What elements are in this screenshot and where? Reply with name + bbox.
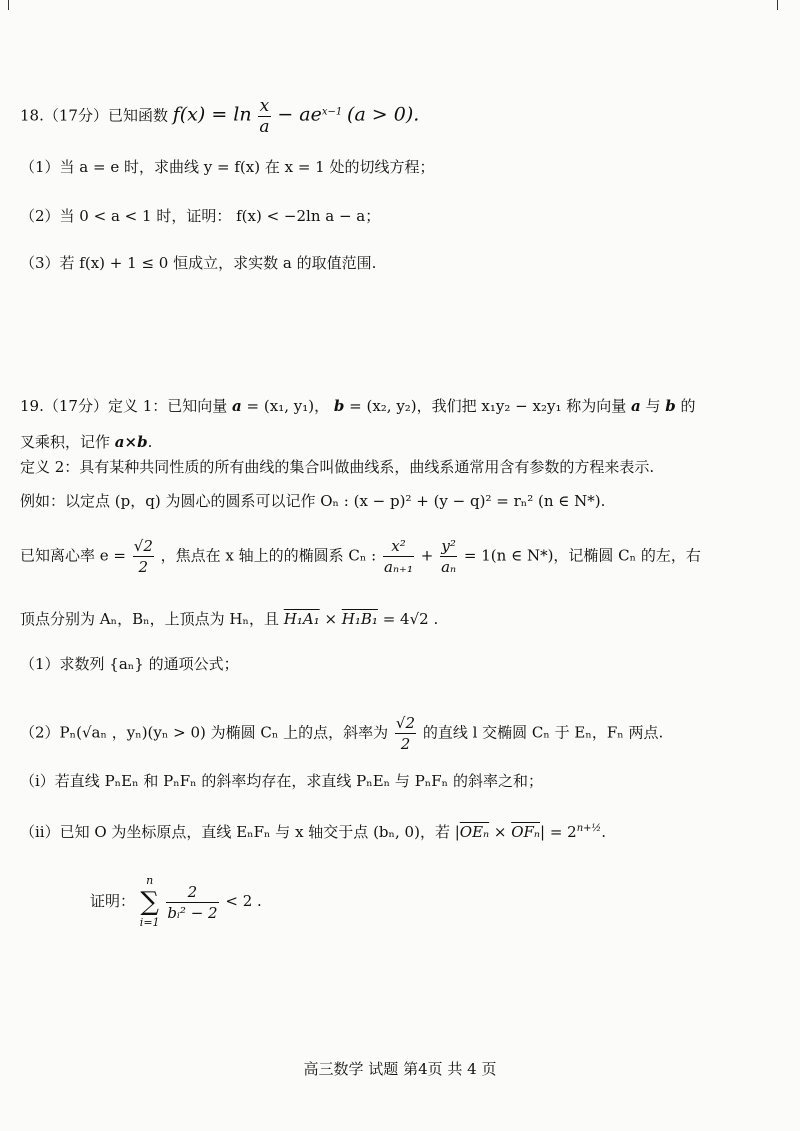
q19-vertex-line xyxy=(20,609,438,629)
q19-vector-ofn: $\overline{OF_n}$ xyxy=(511,823,540,841)
q18-part2: （2）当 0 < a < 1 时，证明： f(x) < −2ln a − a； xyxy=(20,207,381,225)
q19-sum-upper: n xyxy=(146,874,154,887)
q19-def1-line2-text: 叉乘积，记作 xyxy=(20,433,115,451)
q19-ecc-label: 已知离心率 e = xyxy=(20,546,126,565)
q19-proof-label: 证明： xyxy=(90,892,136,910)
q19-def1-mid2: = (x₂, y₂)，我们把 x₁y₂ − x₂y₁ 称为向量 xyxy=(344,397,631,415)
q19-vertex-eq: = 4√2 . xyxy=(377,610,439,628)
q19-proof xyxy=(90,874,262,930)
q19-part-i: （i）若直线 PₙEₙ 和 PₙFₙ 的斜率均存在，求直线 PₙEₙ 与 PₙFₙ 的斜率之和； xyxy=(20,772,543,790)
q19-sum-sigma: ∑ xyxy=(140,887,159,917)
q19-eccentricity-line xyxy=(20,536,701,577)
q19-def1-with: 与 xyxy=(640,397,666,415)
q19-title: 19.（17分）定义 1：已知向量 xyxy=(20,397,228,415)
q19-part1: （1）求数列 {aₙ} 的通项公式； xyxy=(20,655,239,673)
q19-ell-den1: aₙ₊₁ xyxy=(384,558,413,576)
q19-vector-h1a1: H₁A₁ xyxy=(283,610,320,628)
q18-header xyxy=(20,96,419,137)
q18-part1: （1）当 a = e 时，求曲线 y = f(x) 在 x = 1 处的切线方程； xyxy=(20,158,435,176)
q19-example: 例如：以定点 (p，q) 为圆心的圆系可以记作 Oₙ : (x − p)² + (y − q)² = rₙ² (n ∈ N*). xyxy=(20,492,606,510)
q19-ell-num2: y² xyxy=(441,537,456,555)
q19-vector-a: a xyxy=(232,397,242,415)
q19-ell-plus: + xyxy=(420,546,434,565)
q19-proof-tail: < 2 . xyxy=(225,892,262,910)
q19-pii-end: . xyxy=(601,823,606,841)
q18-frac-num: x xyxy=(259,96,270,116)
q19-part2 xyxy=(20,713,663,754)
q18-part3: （3）若 f(x) + 1 ≤ 0 恒成立，求实数 a 的取值范围. xyxy=(20,254,377,272)
q19-pii-times: × xyxy=(489,823,512,841)
q18-function-name: f(x) = ln xyxy=(172,103,252,126)
scan-mark-left xyxy=(8,0,9,10)
q19-proof-num: 2 xyxy=(166,882,218,903)
q18-func-cond: (a > 0). xyxy=(347,103,420,126)
q19-pii-exp: n+½ xyxy=(576,823,602,834)
q19-slope-num: √2 xyxy=(395,714,416,732)
q19-proof-den: bᵢ² − 2 xyxy=(167,903,218,922)
q19-ecc-fraction xyxy=(133,536,154,577)
q18-title: 18.（17分）已知函数 xyxy=(20,106,168,125)
q19-ellipse-frac-y xyxy=(440,536,457,577)
q19-summation xyxy=(140,874,160,930)
q19-vertex-text: 顶点分别为 Aₙ，Bₙ，上顶点为 Hₙ，且 xyxy=(20,610,284,628)
q18-frac-den: a xyxy=(259,117,270,137)
q18-func-tail: − ae xyxy=(277,103,322,126)
q19-p2-tail: 的直线 l 交椭圆 Cₙ 于 Eₙ，Fₙ 两点. xyxy=(422,723,664,742)
q19-def2: 定义 2：具有某种共同性质的所有曲线的集合叫做曲线系，曲线系通常用含有参数的方程来表示. xyxy=(20,458,655,476)
q19-vector-b-2: b xyxy=(665,397,676,415)
scan-mark-right xyxy=(777,0,778,10)
page-footer: 高三数学 试题 第4页 共 4 页 xyxy=(303,1060,497,1078)
q19-def1-line1 xyxy=(20,396,696,416)
q19-ell-num1: x² xyxy=(383,536,414,557)
q19-def1-mid: = (x₁, y₁)， xyxy=(241,397,334,415)
q19-vertex-times: × xyxy=(319,610,342,628)
q19-vector-b: b xyxy=(333,397,345,415)
q19-ell-den2: aₙ xyxy=(441,558,457,576)
q19-proof-fraction xyxy=(166,882,218,923)
q19-cross-product-expr: a×b xyxy=(114,433,148,451)
q19-slope-fraction xyxy=(395,713,416,754)
q19-vector-a-2: a xyxy=(631,397,641,415)
q19-ecc-num: √2 xyxy=(133,537,153,555)
q18-func-exp: x−1 xyxy=(321,106,343,118)
q18-fraction xyxy=(258,96,270,137)
q19-part-ii xyxy=(20,822,606,842)
q19-pii-eq: | = 2 xyxy=(540,823,577,841)
q19-ecc-den: 2 xyxy=(138,558,149,576)
q19-ellipse-frac-x xyxy=(383,536,414,577)
q19-def1-line2-end: . xyxy=(147,433,153,451)
q19-ecc-mid: ，焦点在 x 轴上的的椭圆系 Cₙ : xyxy=(160,546,377,565)
q19-vector-h1b1: H₁B₁ xyxy=(341,610,378,628)
q19-def1-end: 的 xyxy=(675,397,696,415)
q19-vector-oen: $\overline{OE_n}$ xyxy=(459,823,490,841)
q19-pii-text: （ii）已知 O 为坐标原点，直线 EₙFₙ 与 x 轴交于点 (bₙ, 0)，若 | xyxy=(20,823,460,841)
q19-def1-line2 xyxy=(20,432,152,452)
q19-ecc-tail: = 1(n ∈ N*)，记椭圆 Cₙ 的左，右 xyxy=(463,546,701,565)
q19-sum-lower: i=1 xyxy=(139,916,160,929)
q19-p2-text: （2）Pₙ(√aₙ ，yₙ)(yₙ > 0) 为椭圆 Cₙ 上的点，斜率为 xyxy=(20,723,389,742)
q19-slope-den: 2 xyxy=(400,735,411,753)
